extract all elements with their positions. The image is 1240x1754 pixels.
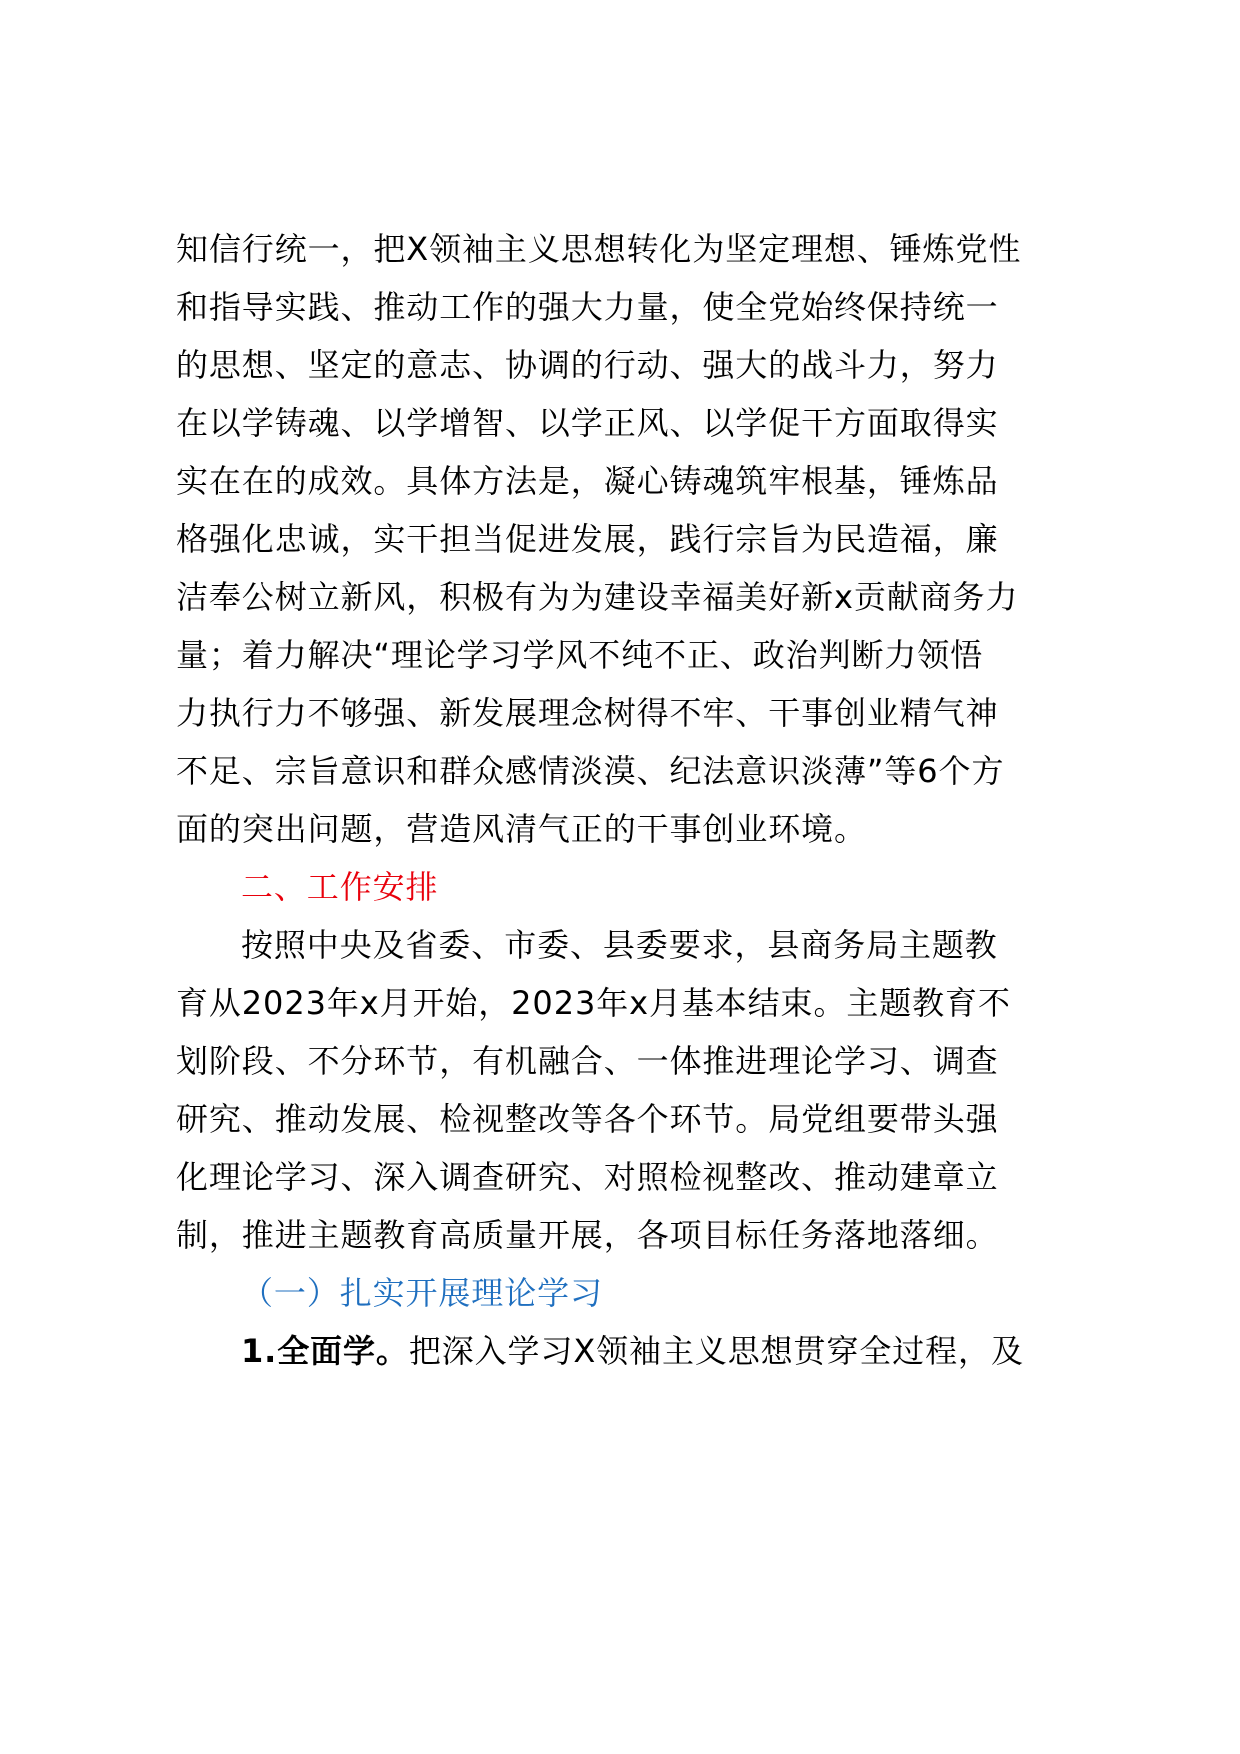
item-text: 把深入学习X领袖主义思想贯穿全过程，及 xyxy=(408,1332,1024,1370)
paragraph-line: 制，推进主题教育高质量开展，各项目标任务落地落细。 xyxy=(176,1216,999,1254)
paragraph-line: 和指导实践、推动工作的强大力量，使全党始终保持统一 xyxy=(176,288,999,326)
item-label: 1.全面学。 xyxy=(241,1332,409,1370)
paragraph-line: 育从2023年x月开始，2023年x月基本结束。主题教育不 xyxy=(176,984,1011,1022)
paragraph-line: 洁奉公树立新风，积极有为为建设幸福美好新x贡献商务力 xyxy=(176,578,1019,616)
paragraph-line: 量；着力解决“理论学习学风不纯不正、政治判断力领悟 xyxy=(176,636,984,674)
paragraph-line: 按照中央及省委、市委、县委要求，县商务局主题教 xyxy=(241,926,998,964)
paragraph-line: 力执行力不够强、新发展理念树得不牢、干事创业精气神 xyxy=(176,694,999,732)
paragraph-line: 不足、宗旨意识和群众感情淡漠、纪法意识淡薄”等6个方 xyxy=(176,752,1005,790)
paragraph-line: 实在在的成效。具体方法是，凝心铸魂筑牢根基，锤炼品 xyxy=(176,462,999,500)
paragraph-line: 在以学铸魂、以学增智、以学正风、以学促干方面取得实 xyxy=(176,404,999,442)
paragraph-line: 格强化忠诚，实干担当促进发展，践行宗旨为民造福，廉 xyxy=(176,520,999,558)
paragraph-line: 划阶段、不分环节，有机融合、一体推进理论学习、调查 xyxy=(176,1042,999,1080)
section-heading: 二、工作安排 xyxy=(241,868,439,906)
paragraph-line: 化理论学习、深入调查研究、对照检视整改、推动建章立 xyxy=(176,1158,999,1196)
item-line xyxy=(241,1329,1024,1373)
paragraph-line: 的思想、坚定的意志、协调的行动、强大的战斗力，努力 xyxy=(176,346,999,384)
paragraph-line: 研究、推动发展、检视整改等各个环节。局党组要带头强 xyxy=(176,1100,999,1138)
subsection-heading: （一）扎实开展理论学习 xyxy=(241,1274,603,1312)
paragraph-line: 知信行统一，把X领袖主义思想转化为坚定理想、锤炼党性 xyxy=(176,230,1022,268)
paragraph-line: 面的突出问题，营造风清气正的干事创业环境。 xyxy=(176,810,867,848)
